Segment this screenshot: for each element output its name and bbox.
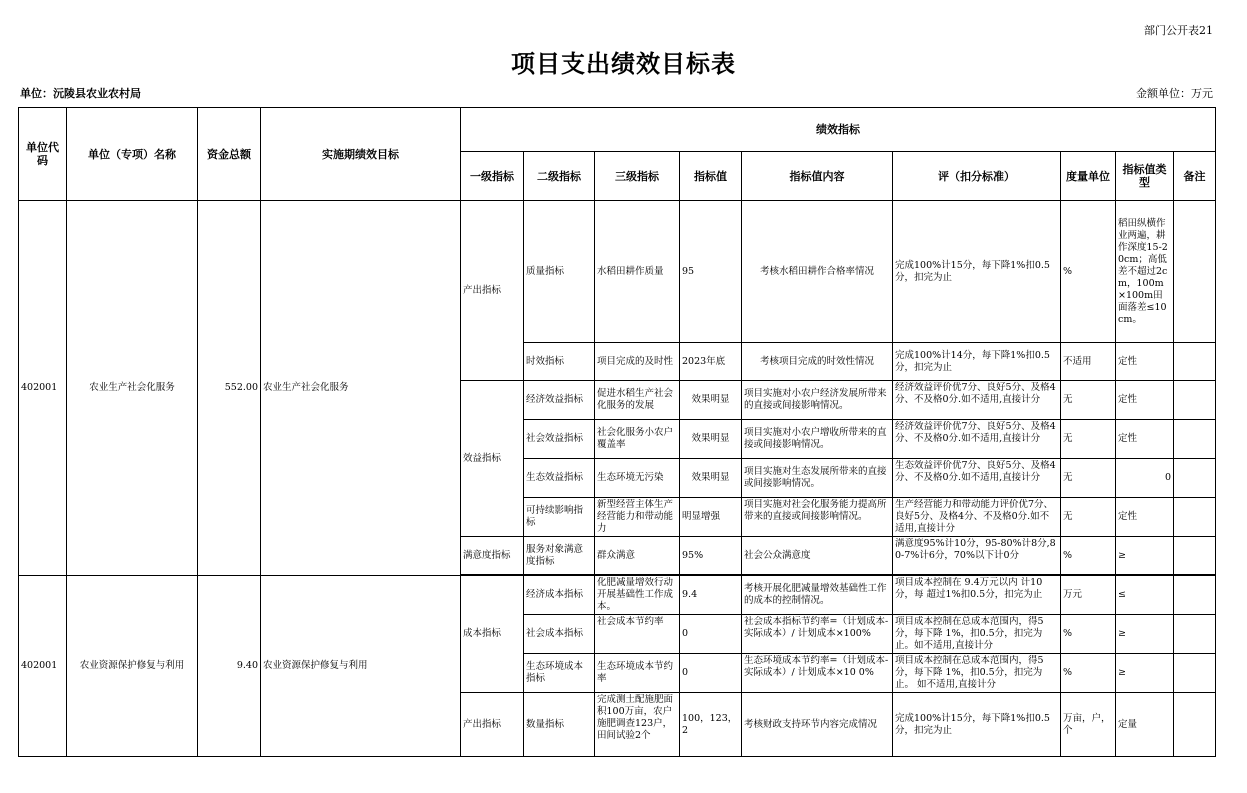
level1-cell: 效益指标 [461, 381, 524, 537]
type-cell: 0 [1116, 459, 1174, 498]
level1-cell: 满意度指标 [461, 537, 524, 575]
level2-cell: 社会效益指标 [524, 420, 595, 459]
value-cell: 0 [680, 654, 742, 693]
header-unit-code: 单位代码 [19, 108, 67, 201]
level1-cell: 成本指标 [461, 576, 524, 693]
remark-cell [1174, 343, 1216, 381]
level2-cell: 经济效益指标 [524, 381, 595, 420]
type-cell: 定量 [1116, 693, 1174, 757]
header-content: 指标值内容 [742, 152, 893, 201]
content-cell: 项目实施对社会化服务能力提高所带来的直接或间接影响情况。 [742, 498, 893, 537]
amount-unit-label: 金额单位：万元 [1136, 87, 1213, 100]
scoring-cell: 生产经营能力和带动能力评价优7分、良好5分、及格4分、不及格0分.如不适用,直接计分 [893, 498, 1061, 537]
unit-cell: 不适用 [1061, 343, 1116, 381]
value-cell: 95% [680, 537, 742, 575]
level2-cell: 时效指标 [524, 343, 595, 381]
level2-cell: 生态效益指标 [524, 459, 595, 498]
type-cell: ≥ [1116, 537, 1174, 575]
header-indicators: 绩效指标 [461, 108, 1216, 152]
level3-cell: 生态环境无污染 [595, 459, 680, 498]
unit-cell: % [1061, 654, 1116, 693]
value-cell: 效果明显 [680, 420, 742, 459]
unit-cell: % [1061, 201, 1116, 343]
type-cell: 定性 [1116, 498, 1174, 537]
value-cell: 95 [680, 201, 742, 343]
header-remark: 备注 [1174, 152, 1216, 201]
unit-cell: 无 [1061, 459, 1116, 498]
level3-cell: 群众满意 [595, 537, 680, 575]
table-number-label: 部门公开表21 [1144, 24, 1213, 37]
type-cell: ≥ [1116, 654, 1174, 693]
unit-cell: 万元 [1061, 576, 1116, 615]
level2-cell: 社会成本指标 [524, 615, 595, 654]
goal-cell: 农业资源保护修复与利用 [261, 576, 461, 757]
remark-cell [1174, 459, 1216, 498]
content-cell: 社会成本指标节约率=（计划成本-实际成本）/ 计划成本×100% [742, 615, 893, 654]
goal-cell: 农业生产社会化服务 [261, 201, 461, 576]
value-cell: 明显增强 [680, 498, 742, 537]
content-cell: 考核项目完成的时效性情况 [742, 343, 893, 381]
content-cell: 项目实施对生态发展所带来的直接或间接影响情况。 [742, 459, 893, 498]
level3-cell: 项目完成的及时性 [595, 343, 680, 381]
unit-code-cell: 402001 [19, 576, 67, 757]
scoring-cell: 完成100%计15分，每下降1%扣0.5分，扣完为止 [893, 693, 1061, 757]
level3-cell: 新型经营主体生产经营能力和带动能力 [595, 498, 680, 537]
level2-cell: 数量指标 [524, 693, 595, 757]
unit-cell: % [1061, 537, 1116, 575]
value-cell: 效果明显 [680, 459, 742, 498]
value-cell: 100，123，2 [680, 693, 742, 757]
unit-label: 单位：沅陵县农业农村局 [20, 87, 141, 100]
header-project-name: 单位（专项）名称 [67, 108, 198, 201]
unit-cell: % [1061, 615, 1116, 654]
header-scoring: 评（扣分标准） [893, 152, 1061, 201]
scoring-cell: 经济效益评价优7分、良好5分、及格4分、不及格0分.如不适用,直接计分 [893, 420, 1061, 459]
total-funds-cell: 552.00 [198, 201, 261, 576]
remark-cell [1174, 693, 1216, 757]
content-cell: 生态环境成本节约率=（计划成本-实际成本）/ 计划成本×10 0% [742, 654, 893, 693]
content-cell: 项目实施对小农户经济发展所带来的直接或间接影响情况。 [742, 381, 893, 420]
content-cell: 考核财政支持环节内容完成情况 [742, 693, 893, 757]
scoring-cell: 完成100%计14分，每下降1%扣0.5分，扣完为止 [893, 343, 1061, 381]
total-funds-cell: 9.40 [198, 576, 261, 757]
unit-cell: 无 [1061, 498, 1116, 537]
type-cell: ≥ [1116, 615, 1174, 654]
level3-cell: 促进水稻生产社会化服务的发展 [595, 381, 680, 420]
level3-cell: 完成测土配施肥面积100万亩，农户施肥调查123户，田间试验2个 [595, 693, 680, 757]
scoring-cell: 项目成本控制在 9.4万元以内 计10分，每 超过1%扣0.5分，扣完为止 [893, 576, 1061, 615]
header-level3: 三级指标 [595, 152, 680, 201]
content-cell: 社会公众满意度 [742, 537, 893, 575]
remark-cell [1174, 498, 1216, 537]
remark-cell [1174, 420, 1216, 459]
unit-code-cell: 402001 [19, 201, 67, 576]
level3-cell: 社会化服务小农户覆盖率 [595, 420, 680, 459]
level2-cell: 服务对象满意度指标 [524, 537, 595, 575]
header-value-type: 指标值类型 [1116, 152, 1174, 201]
level2-cell: 可持续影响指标 [524, 498, 595, 537]
project-name-cell: 农业资源保护修复与利用 [67, 576, 198, 757]
remark-cell [1174, 576, 1216, 615]
scoring-cell: 经济效益评价优7分、良好5分、及格4分、不及格0分.如不适用,直接计分 [893, 381, 1061, 420]
scoring-cell: 项目成本控制在总成本范围内，得5分，每下降 1%，扣0.5分，扣完为止。如不适用,直接计分 [893, 615, 1061, 654]
level2-cell: 质量指标 [524, 201, 595, 343]
type-cell: 定性 [1116, 420, 1174, 459]
type-cell: ≤ [1116, 576, 1174, 615]
level1-cell: 产出指标 [461, 693, 524, 757]
remark-cell [1174, 381, 1216, 420]
page-title: 项目支出绩效目标表 [511, 49, 736, 78]
content-cell: 考核水稻田耕作合格率情况 [742, 201, 893, 343]
header-measure-unit: 度量单位 [1061, 152, 1116, 201]
project-name-cell: 农业生产社会化服务 [67, 201, 198, 576]
scoring-cell: 满意度95%计10分，95-80%计8分,80-7%计6分，70%以下计0分 [893, 537, 1061, 575]
type-cell: 定性 [1116, 381, 1174, 420]
level2-cell: 生态环境成本指标 [524, 654, 595, 693]
type-cell: 定性 [1116, 343, 1174, 381]
level3-cell: 化肥减量增效行动开展基础性工作成本。 [595, 576, 680, 615]
header-goal: 实施期绩效目标 [261, 108, 461, 201]
remark-cell [1174, 654, 1216, 693]
table-row [19, 201, 1216, 343]
value-cell: 2023年底 [680, 343, 742, 381]
header-total-funds: 资金总额 [198, 108, 261, 201]
header-level2: 二级指标 [524, 152, 595, 201]
remark-cell [1174, 615, 1216, 654]
header-level1: 一级指标 [461, 152, 524, 201]
unit-cell: 万亩，户，个 [1061, 693, 1116, 757]
level2-cell: 经济成本指标 [524, 576, 595, 615]
value-cell: 效果明显 [680, 381, 742, 420]
content-cell: 项目实施对小农户增收所带来的直接或间接影响情况。 [742, 420, 893, 459]
scoring-cell: 项目成本控制在总成本范围内，得5分，每下降 1%，扣0.5分，扣完为止。 如不适用,直接计分 [893, 654, 1061, 693]
table-row [19, 576, 1216, 615]
unit-cell: 无 [1061, 381, 1116, 420]
remark-cell [1174, 201, 1216, 343]
level3-cell: 生态环境成本节约率 [595, 654, 680, 693]
unit-cell: 无 [1061, 420, 1116, 459]
type-cell: 稻田纵横作业两遍，耕作深度15-20cm；高低差不超过2cm，100m×100m田面落差≤10 cm。 [1116, 201, 1174, 343]
value-cell: 0 [680, 615, 742, 654]
remark-cell [1174, 537, 1216, 575]
level1-cell: 产出指标 [461, 201, 524, 381]
scoring-cell: 完成100%计15分，每下降1%扣0.5分，扣完为止 [893, 201, 1061, 343]
level3-cell: 社会成本节约率 [595, 615, 680, 654]
value-cell: 9.4 [680, 576, 742, 615]
level3-cell: 水稻田耕作质量 [595, 201, 680, 343]
content-cell: 考核开展化肥减量增效基础性工作的成本的控制情况。 [742, 576, 893, 615]
performance-table [18, 107, 1216, 757]
scoring-cell: 生态效益评价优7分、良好5分、及格4分、不及格0分.如不适用,直接计分 [893, 459, 1061, 498]
header-value: 指标值 [680, 152, 742, 201]
